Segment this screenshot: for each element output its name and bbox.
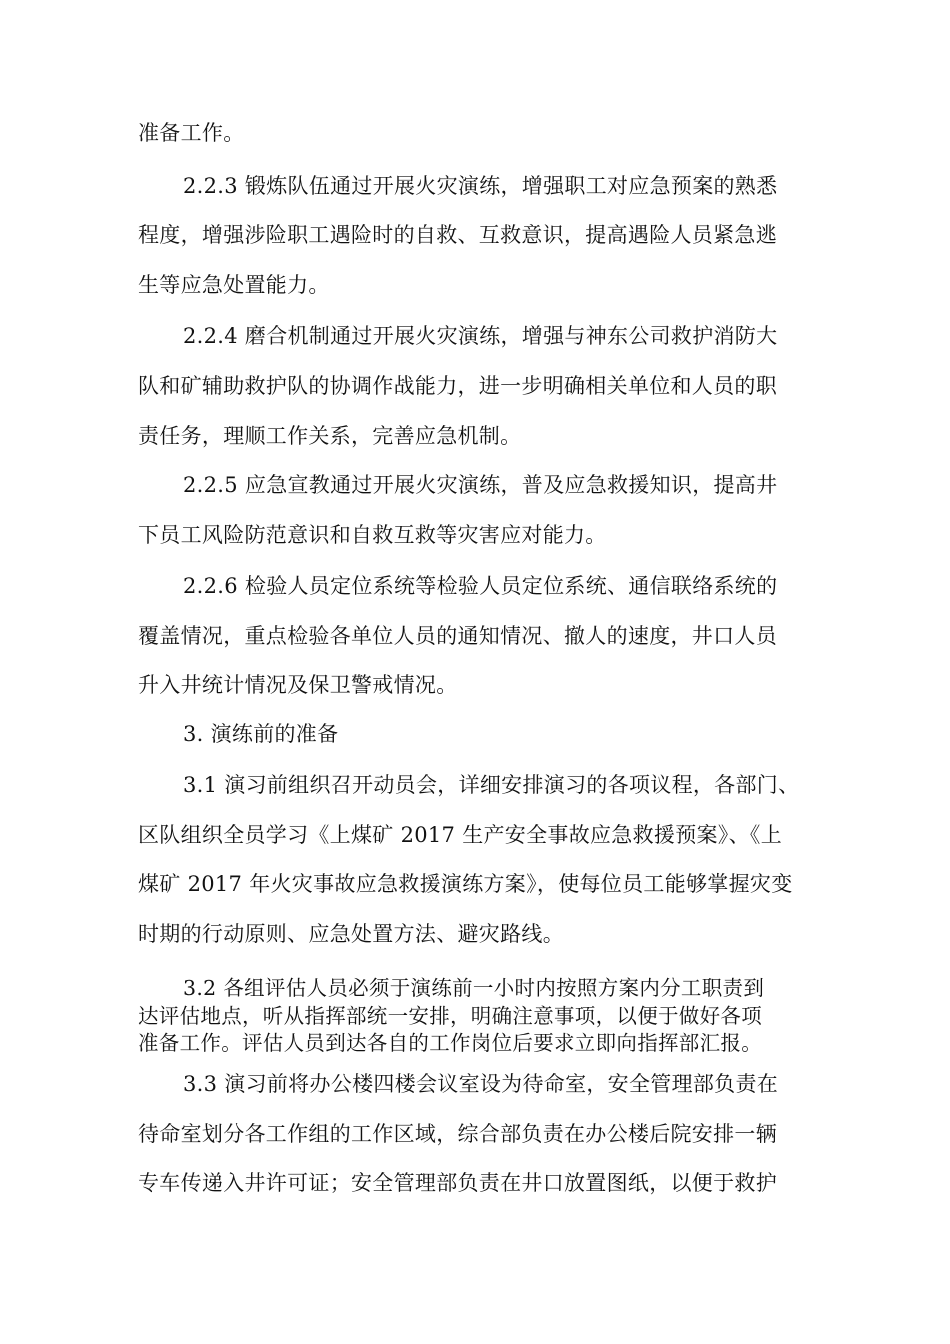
text-line: 下员工风险防范意识和自救互救等灾害应对能力。 [138,523,607,547]
text-line: 待命室划分各工作组的工作区域，综合部负责在办公楼后院安排一辆 [138,1122,777,1146]
text-line: 3.2 各组评估人员必须于演练前一小时内按照方案内分工职责到 [183,976,765,1000]
text-line: 生等应急处置能力。 [138,273,330,297]
text-line: 责任务，理顺工作关系，完善应急机制。 [138,424,522,448]
text-line: 专车传递入井许可证；安全管理部负责在井口放置图纸，以便于救护 [138,1171,777,1195]
text-line: 时期的行动原则、应急处置方法、避灾路线。 [138,922,564,946]
text-line: 2.2.6 检验人员定位系统等检验人员定位系统、通信联络系统的 [183,574,778,598]
text-line: 队和矿辅助救护队的协调作战能力，进一步明确相关单位和人员的职 [138,374,777,398]
text-line: 3.3 演习前将办公楼四楼会议室设为待命室，安全管理部负责在 [183,1072,779,1096]
text-line: 覆盖情况，重点检验各单位人员的通知情况、撤人的速度，井口人员 [138,624,777,648]
text-line: 准备工作。评估人员到达各自的工作岗位后要求立即向指挥部汇报。 [138,1031,762,1055]
section-heading: 3. 演练前的准备 [183,722,339,746]
text-line: 2.2.3 锻炼队伍通过开展火灾演练，增强职工对应急预案的熟悉 [183,174,778,198]
text-line: 程度，增强涉险职工遇险时的自救、互救意识，提高遇险人员紧急逃 [138,223,777,247]
text-line: 煤矿 2017 年火灾事故应急救援演练方案》，使每位员工能够掌握灾变 [138,872,793,896]
text-line: 升入井统计情况及保卫警戒情况。 [138,673,458,697]
text-line: 准备工作。 [138,121,245,145]
text-line: 2.2.4 磨合机制通过开展火灾演练，增强与神东公司救护消防大 [183,324,778,348]
text-line: 区队组织全员学习《上煤矿 2017 生产安全事故应急救援预案》、《上 [138,823,782,847]
text-line: 达评估地点，听从指挥部统一安排，明确注意事项，以便于做好各项 [138,1004,762,1028]
text-line: 3.1 演习前组织召开动员会，详细安排演习的各项议程，各部门、 [183,773,800,797]
text-line: 2.2.5 应急宣教通过开展火灾演练，普及应急救援知识，提高井 [183,473,778,497]
